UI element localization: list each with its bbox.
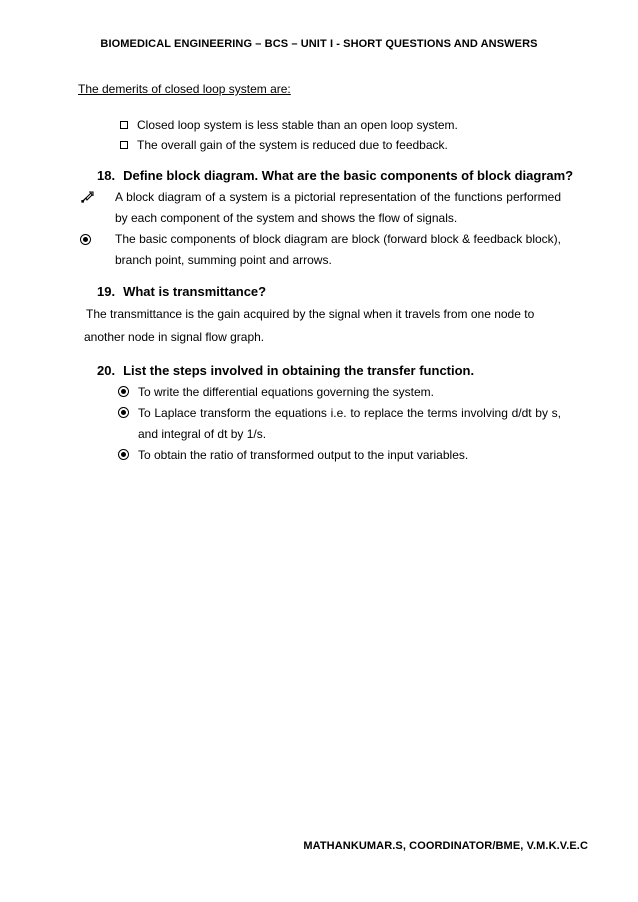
question-19-heading: 19. What is transmittance?	[97, 284, 267, 299]
list-item: To obtain the ratio of transformed output to the input variables.	[118, 445, 139, 466]
flower-bullet-icon	[118, 386, 129, 397]
answer-19: The transmittance is the gain acquired by the signal when it travels from one node to another node in signal flow graph.	[84, 307, 535, 344]
list-item: The overall gain of the system is reduced due to feedback.	[120, 135, 458, 155]
pen-arrow-icon	[80, 190, 94, 207]
flower-bullet-icon	[118, 407, 129, 418]
list-item: To write the differential equations governing the system.	[118, 382, 139, 403]
demerits-list	[120, 115, 458, 155]
flower-bullet-icon	[118, 449, 129, 460]
checkbox-bullet-icon	[120, 121, 128, 129]
demerits-intro: The demerits of closed loop system are:	[78, 82, 291, 96]
list-item: Closed loop system is less stable than an open loop system.	[120, 115, 458, 135]
question-20-heading: 20. List the steps involved in obtaining the transfer function.	[97, 363, 475, 378]
answer-18-part-1: A block diagram of a system is a pictorial representation of the functions performed by each component of the system and shows the flow of signals.	[115, 190, 561, 225]
checkbox-bullet-icon	[120, 141, 128, 149]
page-footer: MATHANKUMAR.S, COORDINATOR/BME, V.M.K.V.E.C	[303, 840, 588, 852]
answer-18-part-2: The basic components of block diagram are block (forward block & feedback block), branch point, summing point and arrows.	[115, 232, 561, 267]
page-header: BIOMEDICAL ENGINEERING – BCS – UNIT I - SHORT QUESTIONS AND ANSWERS	[100, 38, 538, 50]
target-bullet-icon	[80, 233, 91, 247]
question-18-heading: 18. Define block diagram. What are the basic components of block diagram?	[97, 168, 574, 183]
list-item: To Laplace transform the equations i.e. to replace the terms involving d/dt by s, and integral of dt by 1/s.	[118, 403, 139, 424]
